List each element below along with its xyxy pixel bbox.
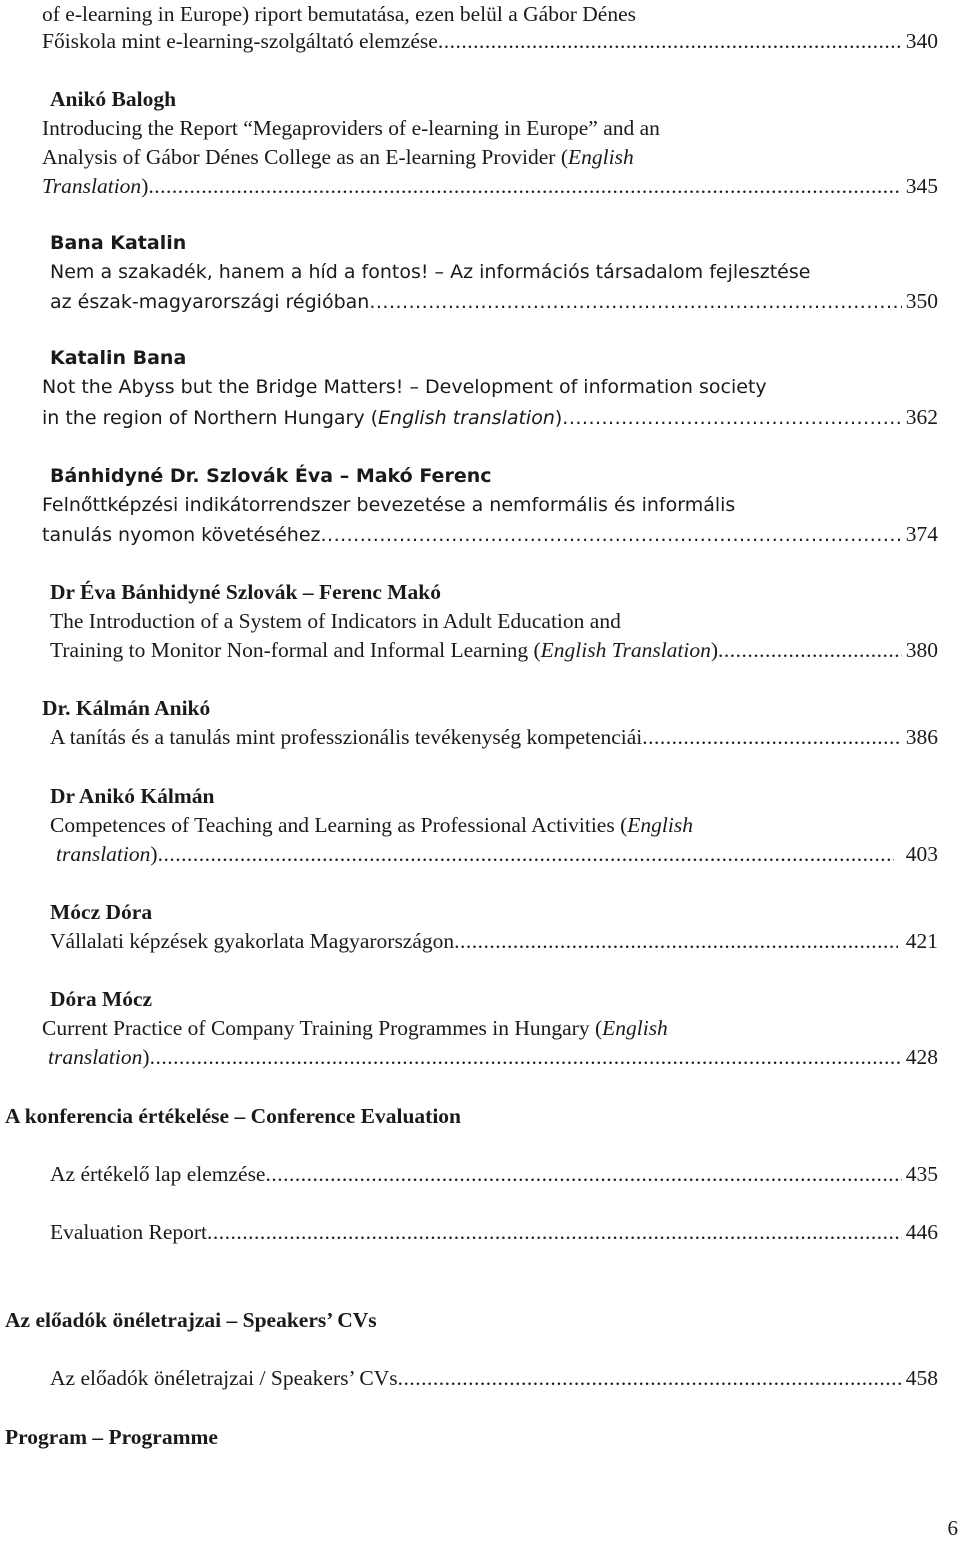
toc-entry-leader-line[interactable] bbox=[50, 927, 938, 956]
dot-leader bbox=[265, 1160, 901, 1189]
toc-entry-title-line: in the region of Northern Hungary (English translation) bbox=[42, 407, 563, 429]
toc-entry-author: Mócz Dóra bbox=[50, 900, 153, 924]
dot-leader bbox=[562, 404, 901, 433]
toc-page-number: 340 bbox=[905, 29, 938, 53]
toc-entry-title-line: The Introduction of a System of Indicators in Adult Education and bbox=[50, 609, 621, 633]
dot-leader bbox=[718, 636, 902, 665]
dot-leader bbox=[150, 1043, 902, 1072]
toc-entry-title-line: Introducing the Report “Megaproviders of e-learning in Europe” and an bbox=[42, 116, 660, 140]
toc-entry-title-line: translation) bbox=[56, 842, 158, 866]
toc-entry-title-line: Főiskola mint e-learning-szolgáltató elemzése bbox=[42, 29, 438, 53]
toc-entry-leader-line[interactable] bbox=[50, 723, 938, 752]
dot-leader bbox=[320, 521, 901, 550]
toc-entry-author: Bánhidyné Dr. Szlovák Éva – Makó Ferenc bbox=[50, 465, 492, 487]
section-heading: Program – Programme bbox=[5, 1425, 218, 1449]
toc-entry-leader-line[interactable] bbox=[42, 520, 938, 550]
toc-page-number: 386 bbox=[905, 725, 938, 749]
toc-entry-author: Dóra Mócz bbox=[50, 987, 153, 1011]
toc-entry-leader-line[interactable] bbox=[50, 1160, 938, 1189]
toc-entry-author: Katalin Bana bbox=[50, 347, 187, 369]
toc-entry-leader-line[interactable] bbox=[48, 1043, 938, 1072]
dot-leader bbox=[438, 27, 902, 56]
page-number: 6 bbox=[947, 1516, 958, 1540]
toc-entry-title-line: Vállalati képzések gyakorlata Magyarországon bbox=[50, 929, 455, 953]
toc-page-number: 362 bbox=[905, 405, 938, 429]
toc-entry-title-line: tanulás nyomon követéséhez bbox=[42, 524, 321, 546]
toc-page-number: 374 bbox=[905, 522, 938, 546]
toc-entry-title-line: A tanítás és a tanulás mint professzionális tevékenység kompetenciái bbox=[50, 725, 643, 749]
toc-entry-title-line: of e-learning in Europe) riport bemutatása, ezen belül a Gábor Dénes bbox=[42, 2, 636, 26]
toc-entry-author: Anikó Balogh bbox=[50, 87, 177, 111]
toc-page-number: 345 bbox=[905, 174, 938, 198]
toc-page-number: 403 bbox=[905, 842, 938, 866]
dot-leader bbox=[398, 1364, 902, 1393]
toc-entry-title-line: Translation) bbox=[42, 174, 149, 198]
toc-entry-title-line: Competences of Teaching and Learning as Professional Activities (English bbox=[50, 813, 693, 837]
toc-entry-title-line: Felnőttképzési indikátorrendszer bevezetése a nemformális és informális bbox=[42, 494, 736, 516]
dot-leader bbox=[207, 1218, 902, 1247]
toc-entry-title-line: translation) bbox=[48, 1045, 150, 1069]
toc-entry-title-line: Az értékelő lap elemzése bbox=[50, 1162, 266, 1186]
toc-entry-title-line: Current Practice of Company Training Programmes in Hungary (English bbox=[42, 1016, 668, 1040]
toc-entry-title-line: Nem a szakadék, hanem a híd a fontos! – Az információs társadalom fejlesztése bbox=[50, 261, 811, 283]
toc-entry-author: Dr Éva Bánhidyné Szlovák – Ferenc Makó bbox=[50, 580, 442, 604]
toc-page-number: 458 bbox=[905, 1366, 938, 1390]
toc-entry-author: Dr Anikó Kálmán bbox=[50, 784, 215, 808]
toc-entry-leader-line[interactable] bbox=[50, 1218, 938, 1247]
toc-entry-leader-line[interactable] bbox=[42, 403, 938, 433]
toc-entry-leader-line[interactable] bbox=[42, 27, 938, 56]
section-heading: Az előadók önéletrajzai – Speakers’ CVs bbox=[5, 1308, 377, 1332]
toc-page-number: 380 bbox=[905, 638, 938, 662]
dot-leader bbox=[454, 927, 898, 956]
toc-page-number: 435 bbox=[905, 1162, 938, 1186]
toc-entry-title-line: Analysis of Gábor Dénes College as an E-learning Provider (English bbox=[42, 145, 634, 169]
dot-leader bbox=[148, 172, 901, 201]
toc-entry-title-line: Training to Monitor Non-formal and Informal Learning (English Translation) bbox=[50, 638, 719, 662]
toc-entry-leader-line[interactable] bbox=[50, 636, 938, 665]
toc-entry-leader-line[interactable] bbox=[56, 840, 938, 869]
dot-leader bbox=[158, 840, 894, 869]
section-heading: A konferencia értékelése – Conference Evaluation bbox=[5, 1104, 462, 1128]
toc-entry-title-line: Az előadók önéletrajzai / Speakers’ CVs bbox=[50, 1366, 398, 1390]
toc-page-number: 428 bbox=[905, 1045, 938, 1069]
toc-page-number: 421 bbox=[905, 929, 938, 953]
toc-entry-leader-line[interactable] bbox=[50, 287, 938, 317]
toc-entry-title-line: Evaluation Report bbox=[50, 1220, 208, 1244]
toc-entry-leader-line[interactable] bbox=[42, 172, 938, 201]
toc-page-number: 446 bbox=[905, 1220, 938, 1244]
toc-entry-author: Bana Katalin bbox=[50, 232, 187, 254]
toc-page-number: 350 bbox=[905, 289, 938, 313]
toc-entry-author: Dr. Kálmán Anikó bbox=[42, 696, 211, 720]
dot-leader bbox=[369, 288, 901, 317]
toc-entry-leader-line[interactable] bbox=[50, 1364, 938, 1393]
toc-entry-title-line: Not the Abyss but the Bridge Matters! – Development of information society bbox=[42, 376, 767, 398]
toc-entry-title-line: az észak-magyarországi régióban bbox=[50, 291, 370, 313]
dot-leader bbox=[642, 723, 901, 752]
